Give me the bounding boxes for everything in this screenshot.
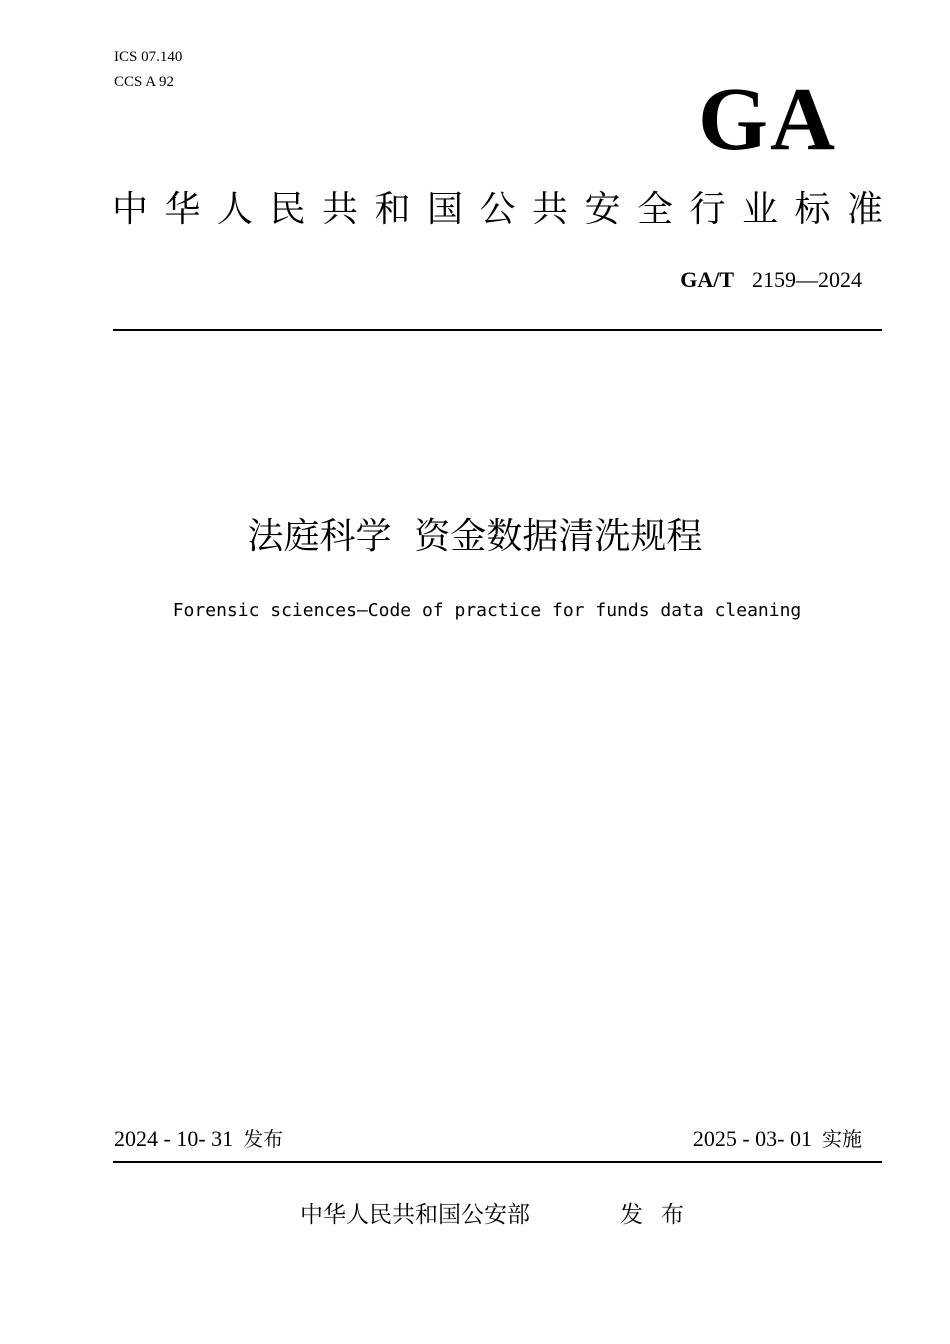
ics-code: ICS 07.140 bbox=[114, 49, 183, 65]
standard-category-title: 中华人民共和国公共安全行业标准 bbox=[112, 189, 900, 230]
document-title-chinese: 法庭科学 资金数据清洗规程 bbox=[247, 516, 703, 557]
issue-date-value: 2024 - 10- 31 bbox=[114, 1126, 234, 1151]
publisher-name: 中华人民共和国公安部 bbox=[300, 1202, 530, 1228]
top-divider bbox=[113, 329, 882, 331]
publish-label: 发布 bbox=[620, 1202, 702, 1228]
ga-logo: GA bbox=[698, 70, 837, 169]
implementation-label: 实施 bbox=[822, 1127, 862, 1151]
implementation-date bbox=[693, 1124, 862, 1154]
ccs-code: CCS A 92 bbox=[114, 74, 175, 90]
standard-code-number: 2159—2024 bbox=[752, 267, 862, 292]
standard-code-prefix: GA/T bbox=[680, 267, 734, 292]
bottom-divider bbox=[113, 1161, 882, 1163]
standard-code bbox=[680, 266, 862, 294]
issue-date bbox=[114, 1124, 283, 1154]
document-title-english: Forensic sciences—Code of practice for funds data cleaning bbox=[172, 600, 802, 621]
implementation-date-value: 2025 - 03- 01 bbox=[692, 1126, 812, 1151]
issue-label: 发布 bbox=[243, 1127, 284, 1151]
